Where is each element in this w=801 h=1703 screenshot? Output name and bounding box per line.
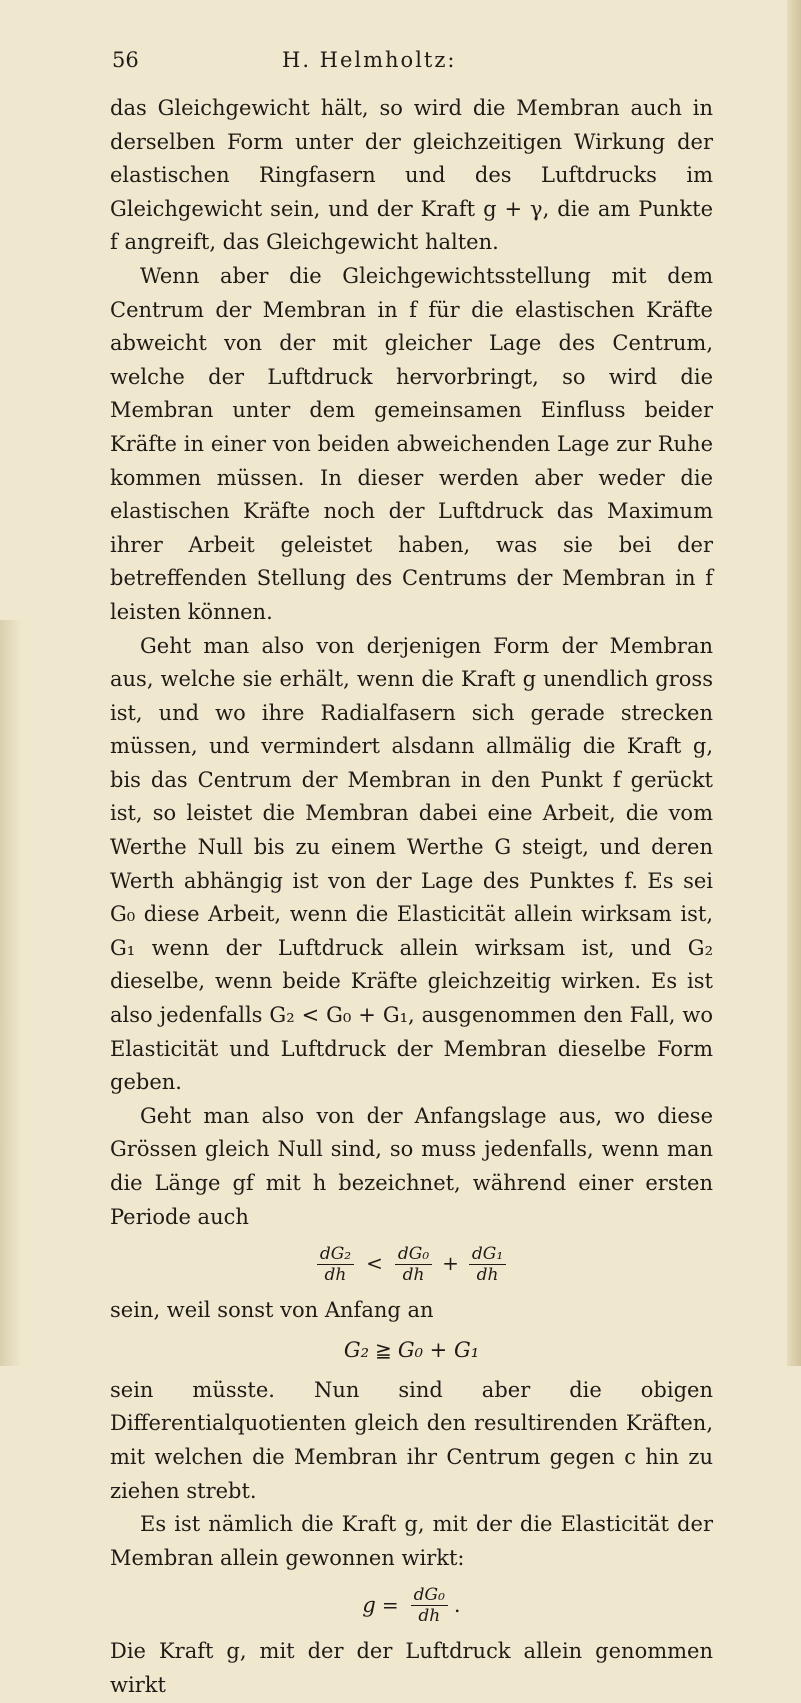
paragraph: Geht man also von der Anfangslage aus, wo diese Grössen gleich Null sind, so muss jedenfalls, wenn man die Länge gf mit h bezeichnet, während einer ersten Periode auch	[110, 1103, 713, 1229]
paragraph: Geht man also von derjenigen Form der Membran aus, welche sie erhält, wenn die Kraft g unendlich gross ist, und wo ihre Radialfasern sich gerade strecken müssen, und vermindert alsdann allmälig die Kraft g, bis das Centrum der Membran in den Punkt f gerückt ist, so leistet die Membran dabei eine Arbeit, die vom Werthe Null bis zu einem Werthe G steigt, und deren Werth abhängig ist von der Lage des Punktes f. Es sei G₀ diese Arbeit, wenn die Elasticität allein wirksam ist, G₁ wenn der Luftdruck allein wirksam ist, und G₂ dieselbe, wenn beide Kräfte gleichzeitig wirken. Es ist also jedenfalls G₂ < G₀ + G₁, ausgenommen den Fall, wo Elasticität und Luftdruck der Membran dieselbe Form geben.	[110, 633, 713, 1095]
lhs: g	[362, 1592, 376, 1617]
body-text	[110, 92, 713, 1703]
numerator: dG₀	[411, 1585, 448, 1606]
denominator: dh	[476, 1264, 499, 1285]
paragraph: Die Kraft g, mit der der Luftdruck allein genommen wirkt	[110, 1639, 713, 1697]
page-shadow-left	[0, 620, 22, 1366]
numerator: dG₀	[395, 1244, 432, 1265]
fraction	[317, 1244, 354, 1285]
equation-inequality-derivatives	[110, 1234, 713, 1294]
fraction	[411, 1585, 448, 1626]
page-header	[0, 48, 801, 78]
operator: +	[442, 1251, 459, 1276]
relation: =	[381, 1592, 399, 1617]
relation: <	[366, 1251, 383, 1276]
equation-force	[110, 1575, 713, 1635]
paragraph: das Gleichgewicht hält, so wird die Membran auch in derselben Form unter der gleichzeitigen Wirkung der elastischen Ringfasern und des Luftdrucks im Gleichgewicht sein, und der Kraft g + γ, die am Punkte f angreift, das Gleichgewicht halten.	[110, 96, 713, 255]
paragraph: Wenn aber die Gleichgewichtsstellung mit dem Centrum der Membran in f für die elastischen Kräfte abweicht von der mit gleicher Lage des Centrum, welche der Luftdruck hervorbringt, so wird die Membran unter dem gemeinsamen Einfluss beider Kräfte in einer von beiden abweichenden Lage zur Ruhe kommen müssen. In dieser werden aber weder die elastischen Kräfte noch der Luftdruck das Maximum ihrer Arbeit geleistet haben, was sie bei der betreffenden Stellung des Centrums der Membran in f leisten können.	[110, 263, 713, 624]
running-title: H. Helmholtz:	[282, 48, 457, 72]
page-number: 56	[112, 48, 139, 72]
period: .	[453, 1592, 461, 1617]
numerator: dG₁	[469, 1244, 506, 1265]
relation: ≧	[375, 1337, 392, 1362]
equation-inequality-work	[110, 1328, 713, 1374]
lhs: G₂	[343, 1337, 370, 1362]
paragraph: sein müsste. Nun sind aber die obigen Differentialquotienten gleich den resultirenden Kräften, mit welchen die Membran ihr Centrum gegen c hin zu ziehen strebt.	[110, 1377, 713, 1503]
rhs: G₀ + G₁	[397, 1337, 480, 1362]
denominator: dh	[418, 1605, 441, 1626]
denominator: dh	[402, 1264, 425, 1285]
page-edge-right	[787, 0, 801, 1366]
numerator: dG₂	[317, 1244, 354, 1265]
paragraph: Es ist nämlich die Kraft g, mit der die Elasticität der Membran allein gewonnen wirkt:	[110, 1512, 713, 1570]
fraction	[469, 1244, 506, 1285]
denominator: dh	[324, 1264, 347, 1285]
fraction	[395, 1244, 432, 1285]
paragraph: sein, weil sonst von Anfang an	[110, 1298, 434, 1323]
